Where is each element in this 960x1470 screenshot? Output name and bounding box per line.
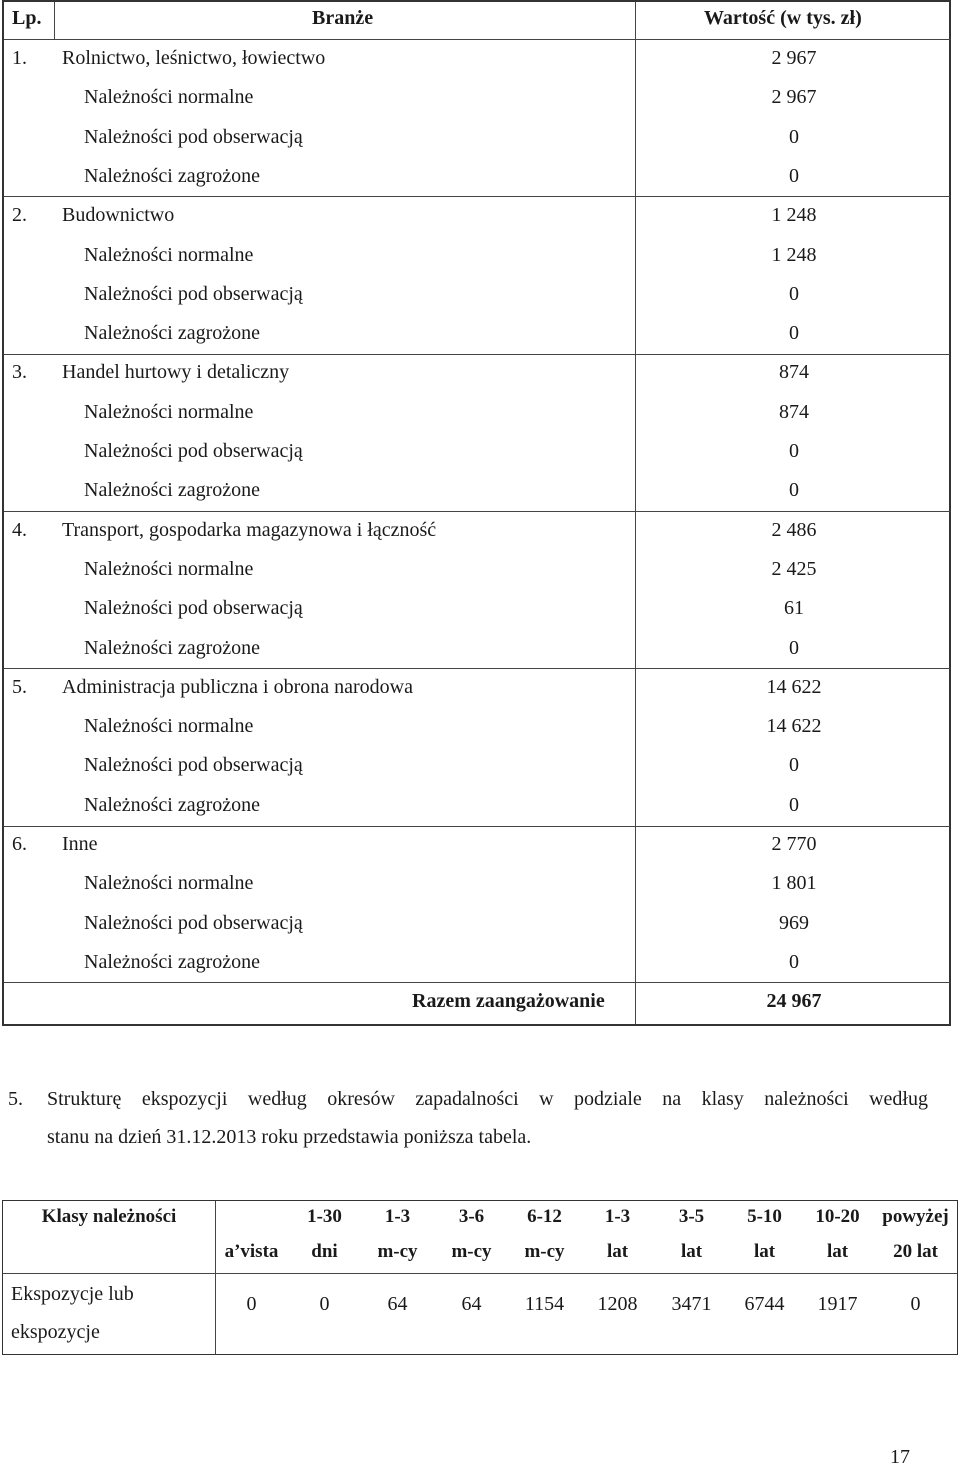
column-value: 64 bbox=[461, 1293, 482, 1315]
paragraph-line-2: stanu na dzień 31.12.2013 roku przedstawia poniższa tabela. bbox=[47, 1126, 532, 1148]
group-name: Handel hurtowy i detaliczny bbox=[62, 361, 290, 384]
column-header-top: powyżej bbox=[882, 1206, 949, 1227]
column-header-bottom: m-cy bbox=[451, 1241, 492, 1262]
item-value: 0 bbox=[789, 950, 799, 973]
item-row bbox=[4, 314, 949, 353]
item-label: Należności pod obserwacją bbox=[84, 282, 303, 305]
paragraph-line-1: Strukturę ekspozycji według okresów zapadalności w podziale na klasy należności według bbox=[47, 1088, 928, 1110]
header-branza: Branże bbox=[312, 7, 374, 29]
group-value: 874 bbox=[779, 361, 809, 384]
industry-exposure-table bbox=[2, 0, 951, 1026]
group-row bbox=[4, 668, 949, 707]
item-value: 969 bbox=[779, 911, 809, 934]
column-header-top: 3-6 bbox=[458, 1206, 485, 1227]
item-label: Należności normalne bbox=[84, 243, 254, 266]
item-row bbox=[4, 118, 949, 157]
item-label: Należności pod obserwacją bbox=[84, 125, 303, 148]
group-row bbox=[4, 511, 949, 550]
column-value: 0 bbox=[910, 1293, 921, 1315]
column-value: 64 bbox=[387, 1293, 408, 1315]
group-name: Transport, gospodarka magazynowa i łączność bbox=[62, 518, 437, 541]
column-header-top: 3-5 bbox=[678, 1206, 705, 1227]
col-divider bbox=[215, 1201, 216, 1354]
item-value: 0 bbox=[789, 164, 799, 187]
item-label: Należności normalne bbox=[84, 872, 254, 895]
group-row bbox=[4, 39, 949, 78]
column-header-top: 1-30 bbox=[307, 1206, 342, 1227]
section-paragraph bbox=[8, 1080, 928, 1118]
row-label-line-1: Ekspozycje lub bbox=[11, 1283, 134, 1305]
item-label: Należności pod obserwacją bbox=[84, 597, 303, 620]
item-row bbox=[4, 629, 949, 668]
row-divider bbox=[3, 1273, 957, 1274]
item-label: Należności zagrożone bbox=[84, 793, 261, 816]
item-label: Należności pod obserwacją bbox=[84, 911, 303, 934]
column-header-top: 5-10 bbox=[747, 1206, 782, 1227]
column-header-top: 6-12 bbox=[527, 1206, 562, 1227]
item-label: Należności zagrożone bbox=[84, 950, 261, 973]
item-label: Należności pod obserwacją bbox=[84, 440, 303, 462]
group-name: Budownictwo bbox=[62, 204, 175, 227]
item-row bbox=[4, 471, 949, 510]
column-value: 0 bbox=[246, 1293, 257, 1315]
row-label-line-2: ekspozycje bbox=[11, 1321, 100, 1343]
column-header-bottom: lat bbox=[680, 1241, 703, 1262]
item-row bbox=[4, 943, 949, 982]
item-value: 0 bbox=[789, 125, 799, 148]
item-label: Należności pod obserwacją bbox=[84, 754, 303, 777]
group-value: 2 770 bbox=[771, 833, 817, 855]
column-value: 1208 bbox=[597, 1293, 638, 1315]
header-lp: Lp. bbox=[12, 7, 42, 29]
header-wartosc: Wartość (w tys. zł) bbox=[704, 7, 862, 29]
column-header-bottom: m-cy bbox=[377, 1241, 418, 1262]
column-header-top: 1-3 bbox=[604, 1206, 631, 1227]
group-number: 1. bbox=[12, 47, 27, 69]
item-row bbox=[4, 78, 949, 117]
item-value: 0 bbox=[789, 282, 799, 305]
item-row bbox=[4, 786, 949, 825]
group-name: Rolnictwo, leśnictwo, łowiectwo bbox=[62, 47, 326, 69]
group-number: 2. bbox=[12, 204, 27, 227]
item-value: 0 bbox=[789, 793, 799, 816]
group-row bbox=[4, 825, 949, 864]
item-row bbox=[4, 864, 949, 903]
total-value: 24 967 bbox=[766, 990, 822, 1012]
group-row bbox=[4, 196, 949, 235]
column-value: 1917 bbox=[817, 1293, 858, 1315]
paragraph-number: 5. bbox=[8, 1088, 23, 1110]
item-row bbox=[4, 589, 949, 628]
item-row bbox=[4, 157, 949, 196]
item-value: 874 bbox=[779, 400, 809, 423]
item-label: Należności zagrożone bbox=[84, 636, 261, 659]
col-divider bbox=[54, 0, 55, 40]
item-value: 2 967 bbox=[771, 86, 817, 109]
item-value: 1 248 bbox=[771, 243, 817, 266]
item-label: Należności normalne bbox=[84, 557, 254, 580]
column-header-top: 1-3 bbox=[384, 1206, 411, 1227]
column-value: 1154 bbox=[524, 1293, 565, 1315]
group-number: 5. bbox=[12, 675, 27, 698]
row-label bbox=[11, 1275, 134, 1351]
item-row bbox=[4, 550, 949, 589]
item-value: 0 bbox=[789, 636, 799, 659]
column-header-bottom: lat bbox=[606, 1241, 629, 1262]
item-value: 0 bbox=[789, 440, 799, 462]
group-value: 1 248 bbox=[771, 204, 817, 227]
column-header-top: 10-20 bbox=[815, 1206, 860, 1227]
item-value: 0 bbox=[789, 754, 799, 777]
group-row bbox=[4, 353, 949, 392]
column-header-bottom: 20 lat bbox=[893, 1241, 938, 1262]
header-label: Klasy należności bbox=[41, 1206, 177, 1227]
group-number: 6. bbox=[12, 833, 27, 855]
item-row bbox=[4, 746, 949, 785]
item-label: Należności zagrożone bbox=[84, 322, 261, 345]
item-row bbox=[4, 432, 949, 471]
group-value: 2 486 bbox=[771, 518, 817, 541]
item-label: Należności normalne bbox=[84, 400, 254, 423]
item-value: 2 425 bbox=[771, 557, 817, 580]
item-label: Należności normalne bbox=[84, 715, 254, 738]
group-number: 4. bbox=[12, 518, 27, 541]
total-label: Razem zaangażowanie bbox=[412, 990, 605, 1012]
item-label: Należności normalne bbox=[84, 86, 254, 109]
column-value: 3471 bbox=[671, 1293, 712, 1315]
column-header-bottom: a’vista bbox=[224, 1241, 279, 1262]
maturity-structure-table bbox=[2, 1200, 958, 1355]
item-value: 61 bbox=[784, 597, 804, 620]
column-header-bottom: dni bbox=[311, 1241, 338, 1262]
item-value: 0 bbox=[789, 322, 799, 345]
column-header-bottom: lat bbox=[753, 1241, 776, 1262]
group-name: Administracja publiczna i obrona narodowa bbox=[62, 675, 413, 698]
item-row bbox=[4, 393, 949, 432]
item-value: 0 bbox=[789, 479, 799, 502]
group-number: 3. bbox=[12, 361, 27, 384]
page-number: 17 bbox=[890, 1446, 910, 1468]
item-value: 14 622 bbox=[766, 715, 822, 738]
item-row bbox=[4, 275, 949, 314]
item-row bbox=[4, 236, 949, 275]
column-header-bottom: m-cy bbox=[524, 1241, 565, 1262]
col-divider bbox=[635, 982, 636, 1024]
item-row bbox=[4, 707, 949, 746]
group-name: Inne bbox=[62, 833, 98, 855]
item-value: 1 801 bbox=[771, 872, 817, 895]
item-label: Należności zagrożone bbox=[84, 164, 261, 187]
group-value: 14 622 bbox=[766, 675, 822, 698]
column-header-bottom: lat bbox=[826, 1241, 849, 1262]
item-row bbox=[4, 904, 949, 943]
group-value: 2 967 bbox=[771, 47, 817, 69]
item-label: Należności zagrożone bbox=[84, 479, 261, 502]
column-value: 6744 bbox=[744, 1293, 785, 1315]
column-value: 0 bbox=[319, 1293, 330, 1315]
